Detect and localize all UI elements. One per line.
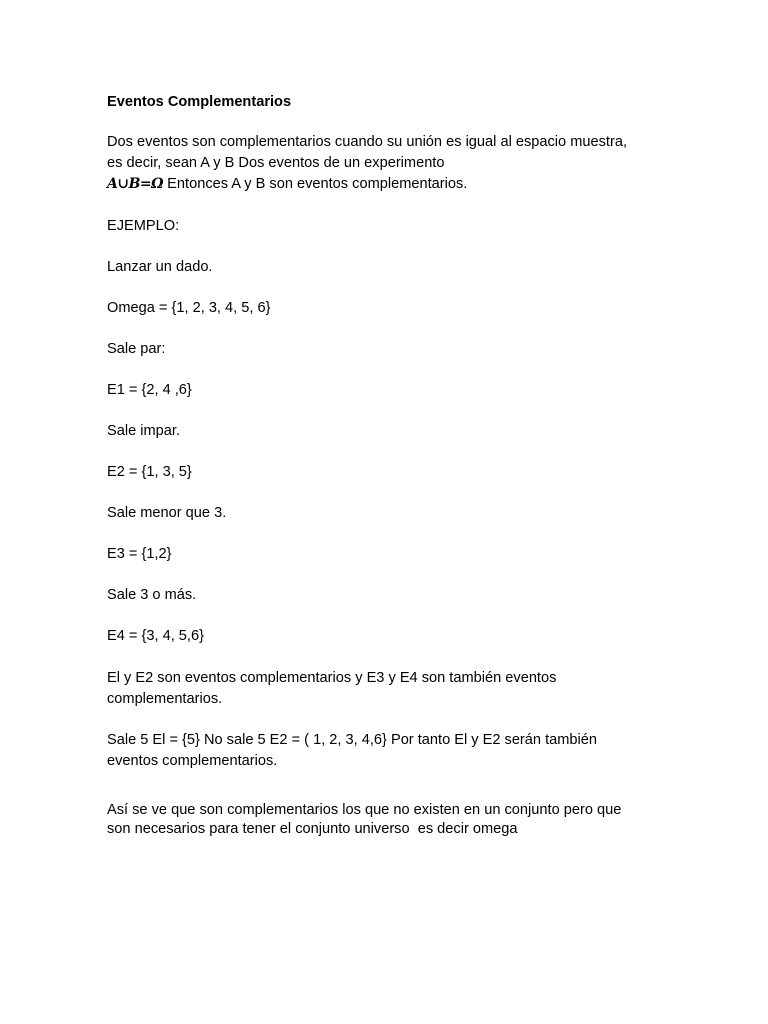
case-set: E2 = {1, 3, 5} — [107, 464, 192, 480]
conclusion-1-line-1: El y E2 son eventos complementarios y E3 y E4 son también eventos — [107, 670, 557, 686]
experiment-text: Lanzar un dado. — [107, 259, 213, 275]
definition-line-3 — [107, 174, 467, 194]
omega-set: Omega = {1, 2, 3, 4, 5, 6} — [107, 300, 271, 316]
closing-line-1: Así se ve que son complementarios los que no existen en un conjunto pero que — [107, 802, 622, 818]
case-label: Sale par: — [107, 341, 166, 357]
closing-line-2: son necesarios para tener el conjunto universo es decir omega — [107, 821, 518, 837]
document-title: Eventos Complementarios — [107, 94, 292, 110]
union-formula: A∪B=Ω — [107, 176, 164, 192]
case-label: Sale impar. — [107, 423, 181, 439]
example-heading: EJEMPLO: — [107, 218, 180, 234]
case-set: E4 = {3, 4, 5,6} — [107, 628, 204, 644]
conclusion-2-line-1: Sale 5 El = {5} No sale 5 E2 = ( 1, 2, 3, 4,6} Por tanto El y E2 serán también — [107, 732, 598, 748]
definition-line-1: Dos eventos son complementarios cuando su unión es igual al espacio muestra, — [107, 134, 627, 150]
case-set: E1 = {2, 4 ,6} — [107, 382, 192, 398]
case-set: E3 = {1,2} — [107, 546, 172, 562]
definition-line-3-text: Entonces A y B son eventos complementarios. — [163, 176, 468, 192]
definition-line-2: es decir, sean A y B Dos eventos de un experimento — [107, 155, 445, 171]
case-label: Sale menor que 3. — [107, 505, 227, 521]
conclusion-2-line-2: eventos complementarios. — [107, 753, 278, 769]
case-label: Sale 3 o más. — [107, 587, 197, 603]
conclusion-1-line-2: complementarios. — [107, 691, 223, 707]
